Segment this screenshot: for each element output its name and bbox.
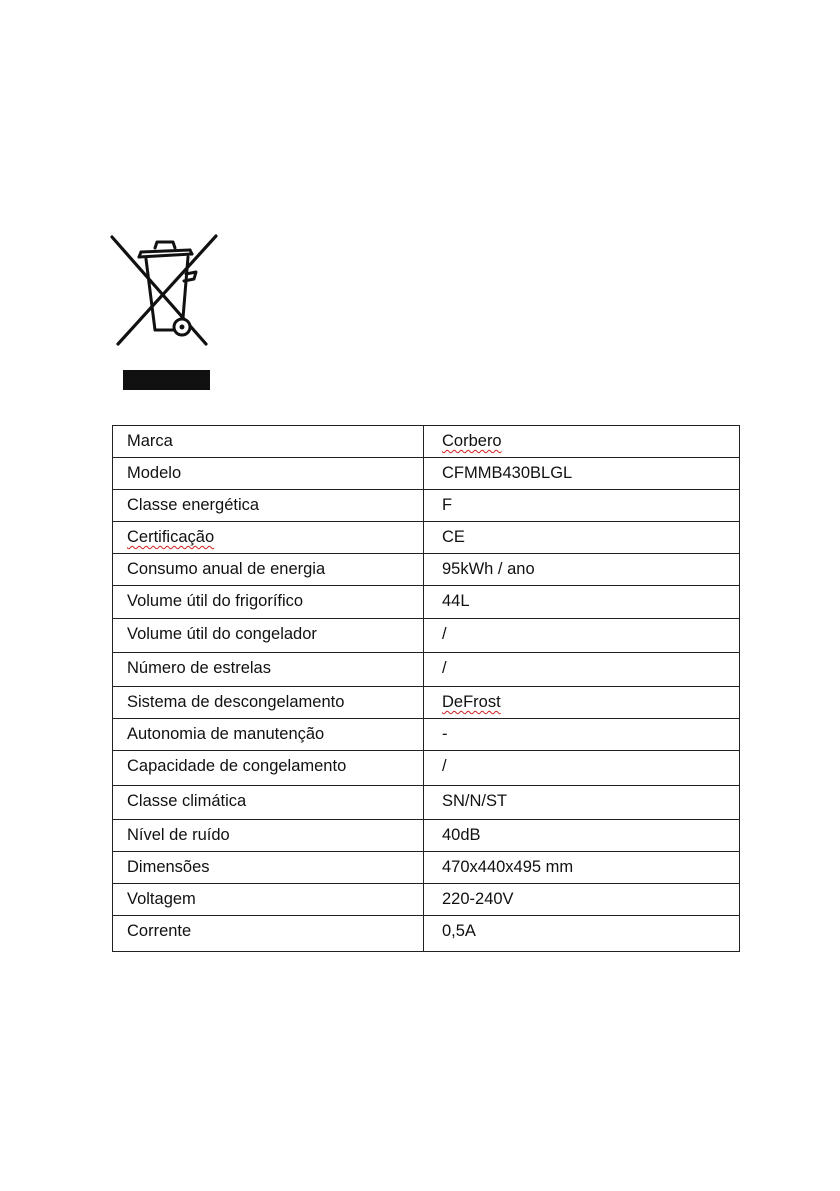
spec-label: Marca <box>113 426 424 458</box>
crossed-out-wheelie-bin-icon <box>108 232 220 350</box>
spec-label: Classe energética <box>113 490 424 522</box>
spec-label: Autonomia de manutenção <box>113 719 424 751</box>
spec-value: 95kWh / ano <box>424 554 740 586</box>
table-row <box>113 586 740 619</box>
spec-label: Volume útil do frigorífico <box>113 586 424 619</box>
weee-underline-bar <box>123 370 210 390</box>
spec-label: Capacidade de congelamento <box>113 751 424 786</box>
spec-value: 40dB <box>424 820 740 852</box>
table-row <box>113 916 740 952</box>
table-row <box>113 554 740 586</box>
table-row <box>113 751 740 786</box>
table-row <box>113 820 740 852</box>
spec-value: / <box>424 653 740 687</box>
defrost-value: DeFrost <box>442 693 501 711</box>
spec-label: Classe climática <box>113 786 424 820</box>
table-row <box>113 458 740 490</box>
spec-label: Voltagem <box>113 884 424 916</box>
spec-label: Modelo <box>113 458 424 490</box>
spec-value <box>424 426 740 458</box>
specifications-table <box>112 425 740 952</box>
spec-value: - <box>424 719 740 751</box>
table-row <box>113 786 740 820</box>
spec-label: Corrente <box>113 916 424 952</box>
spec-value: CFMMB430BLGL <box>424 458 740 490</box>
spec-value: / <box>424 751 740 786</box>
table-row <box>113 490 740 522</box>
table-row <box>113 653 740 687</box>
table-row <box>113 719 740 751</box>
spec-label: Sistema de descongelamento <box>113 687 424 719</box>
table-row <box>113 619 740 653</box>
brand-value: Corbero <box>442 432 502 450</box>
spec-label: Número de estrelas <box>113 653 424 687</box>
spec-label: Consumo anual de energia <box>113 554 424 586</box>
table-row <box>113 884 740 916</box>
spec-label <box>113 522 424 554</box>
table-row <box>113 522 740 554</box>
spec-label: Nível de ruído <box>113 820 424 852</box>
spec-value: 220-240V <box>424 884 740 916</box>
spec-label: Dimensões <box>113 852 424 884</box>
spec-value: 0,5A <box>424 916 740 952</box>
spec-value: SN/N/ST <box>424 786 740 820</box>
spec-value: CE <box>424 522 740 554</box>
spec-value <box>424 687 740 719</box>
spec-label: Volume útil do congelador <box>113 619 424 653</box>
table-row <box>113 426 740 458</box>
table-row <box>113 852 740 884</box>
spec-value: 44L <box>424 586 740 619</box>
spec-value: F <box>424 490 740 522</box>
spec-value: / <box>424 619 740 653</box>
certification-label: Certificação <box>127 528 215 546</box>
spec-value: 470x440x495 mm <box>424 852 740 884</box>
table-row <box>113 687 740 719</box>
